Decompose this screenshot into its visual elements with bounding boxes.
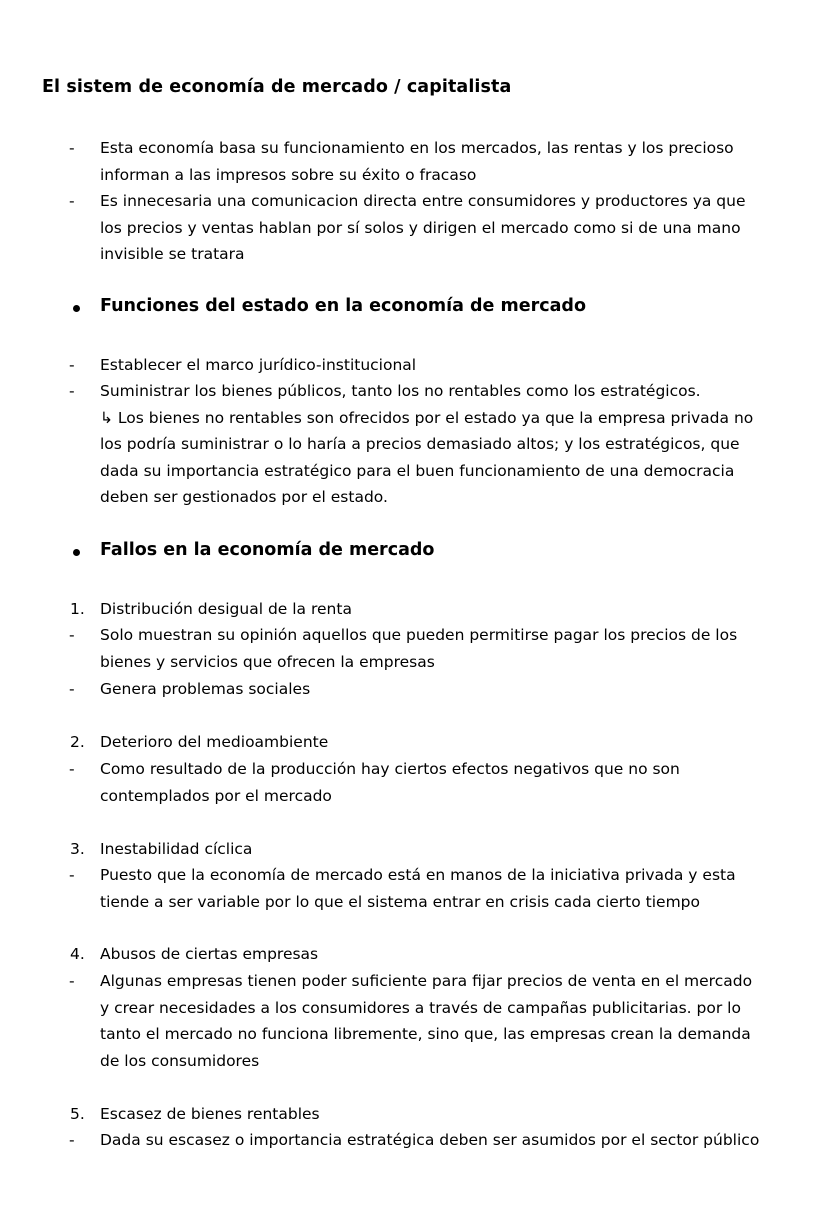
bullet-text: Como resultado de la producción hay ciertos efectos negativos que no son contemplados por el mercado — [100, 760, 680, 805]
item-number: 1. — [70, 600, 85, 618]
item-title: Abusos de ciertas empresas — [100, 945, 319, 963]
dash-marker: - — [69, 192, 75, 210]
dash-marker: - — [69, 356, 75, 374]
bullet-dot-icon — [73, 549, 80, 556]
bullet-text: Genera problemas sociales — [100, 680, 311, 698]
bullet-text: Puesto que la economía de mercado está en manos de la iniciativa privada y esta tiende a ser variable por lo que el sistema entrar en crisis cada cierto tiempo — [100, 866, 736, 911]
item-number: 5. — [70, 1105, 85, 1123]
dash-marker: - — [69, 1131, 75, 1149]
document-title: El sistem de economía de mercado / capitalista — [42, 77, 512, 97]
bullet-text: Es innecesaria una comunicacion directa entre consumidores y productores ya que los precios y ventas hablan por sí solos y dirigen el mercado como si de una mano invisible se tratara — [100, 192, 746, 263]
dash-marker: - — [69, 139, 75, 157]
bullet-text: Solo muestran su opinión aquellos que pueden permitirse pagar los precios de los bienes y servicios que ofrecen la empresas — [100, 626, 738, 671]
bullet-text: Establecer el marco jurídico-institucional — [100, 356, 417, 374]
dash-marker: - — [69, 680, 75, 698]
bullet-text: Esta economía basa su funcionamiento en los mercados, las rentas y los precioso informan a las impresos sobre su éxito o fracaso — [100, 139, 734, 184]
item-title: Inestabilidad cíclica — [100, 840, 253, 858]
bullet-text: Algunas empresas tienen poder suficiente para fijar precios de venta en el mercado y crear necesidades a los consumidores a través de campañas publicitarias. por lo tanto el mercado no funciona libremente, sino que, las empresas crean la demanda de los consumidores — [100, 972, 753, 1070]
section-heading: Funciones del estado en la economía de mercado — [100, 296, 586, 316]
bullet-text: Dada su escasez o importancia estratégica deben ser asumidos por el sector público — [100, 1131, 760, 1149]
item-number: 3. — [70, 840, 85, 858]
bullet-dot-icon — [73, 305, 80, 312]
dash-marker: - — [69, 972, 75, 990]
item-title: Escasez de bienes rentables — [100, 1105, 320, 1123]
bullet-text: Suministrar los bienes públicos, tanto los no rentables como los estratégicos. ↳ Los bienes no rentables son ofrecidos por el estado ya que la empresa privada no los podría suministrar o lo haría a precios demasiado altos; y los estratégicos, que dada su importancia estratégico para el buen funcionamiento de una democracia deben ser gestionados por el estado. — [100, 382, 754, 506]
dash-marker: - — [69, 626, 75, 644]
item-title: Deterioro del medioambiente — [100, 733, 329, 751]
dash-marker: - — [69, 760, 75, 778]
item-title: Distribución desigual de la renta — [100, 600, 352, 618]
dash-marker: - — [69, 866, 75, 884]
section-heading: Fallos en la economía de mercado — [100, 540, 435, 560]
item-number: 4. — [70, 945, 85, 963]
dash-marker: - — [69, 382, 75, 400]
item-number: 2. — [70, 733, 85, 751]
